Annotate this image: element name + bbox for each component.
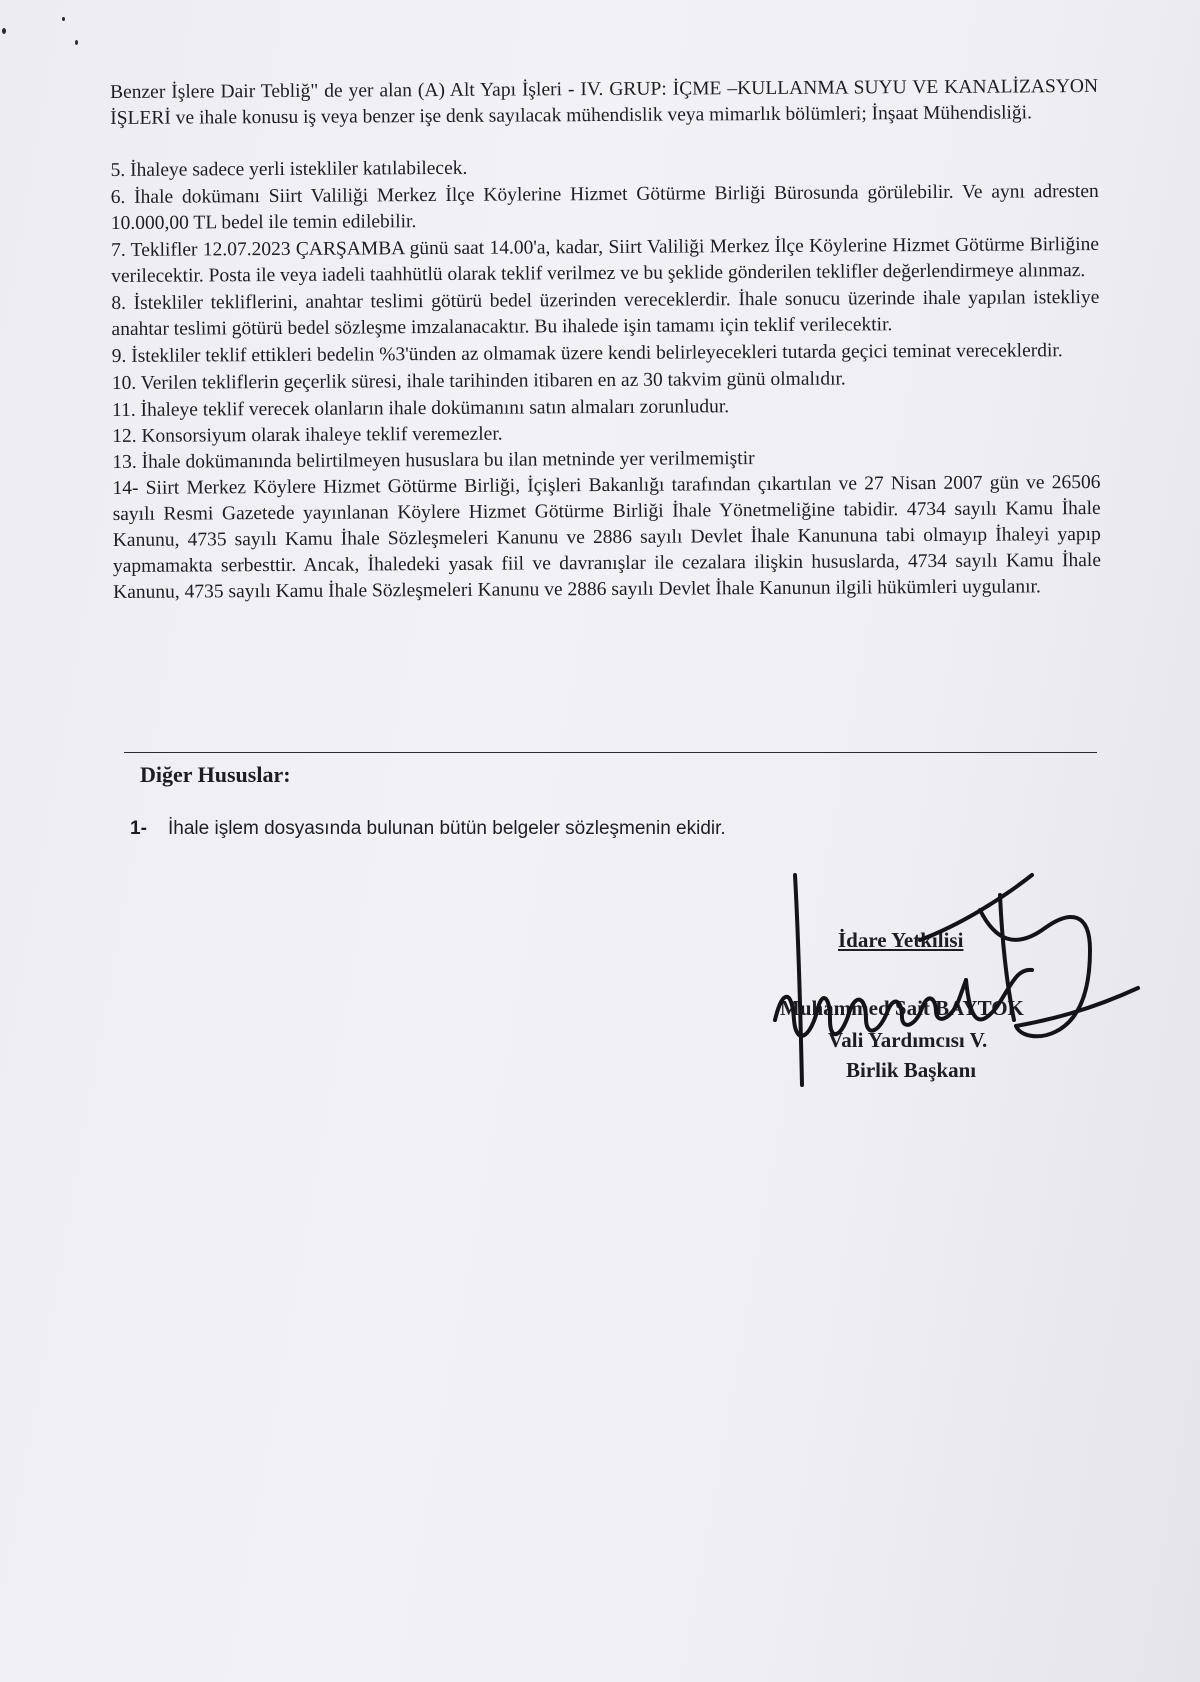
list-item: 14- Siirt Merkez Köylere Hizmet Götürme Birliği, İçişleri Bakanlığı tarafından çıkartılan ve 27 Nisan 2007 gün ve 26506 sayılı Resmi Gazetede yayınlanan Köylere Hizmet Götürme Birliği İhale Yönetmeliğine tabidir. 4734 sayılı Kamu İhale Kanunu, 4735 sayılı Kamu İhale Sözleşmeleri Kanunu ve 2886 sayılı Devlet İhale Kanununa tabi olmayıp İhaleyi yapıp yapmamakta serbesttir. Ancak, İhaledeki yasak fiil ve davranışlar ile cezalara ilişkin hususlarda, 4734 sayılı Kamu İhale Kanunu, 4735 sayılı Kamu İhale Sözleşmeleri Kanunu ve 2886 sayılı Devlet İhale Kanunun ilgili hükümleri uygulanır. bbox=[112, 471, 1102, 603]
list-item: 10. Verilen tekliflerin geçerlik süresi, ihale tarihinden itibaren en az 30 takvim günü olmalıdır. bbox=[111, 368, 846, 394]
list-item: 8. İstekliler tekliflerini, anahtar teslimi götürü bedel üzerinden vereceklerdir. İhale sonucu üzerinde ihale yapılan istekliye anahtar teslimi götürü bedel sözleşme imzalanacaktır. Bu ihalede işin tamamı için teklif verilecektir. bbox=[111, 286, 1100, 340]
intro-paragraph: Benzer İşlere Dair Tebliğ" de yer alan (A) Alt Yapı İşleri - IV. GRUP: İÇME –KULLANMA SUYU VE KANALİZASYON İŞLERİ ve ihale konusu iş veya benzer işe denk sayılacak mühendislik veya mimarlık bölümleri; İnşaat Mühendisliği. bbox=[110, 75, 1099, 129]
list-item: 6. İhale dokümanı Siirt Valiliği Merkez İlçe Köylerine Hizmet Götürme Birliği Bürosunda görülebilir. Ve aynı adresten 10.000,00 TL bedel ile temin edilebilir. bbox=[110, 180, 1099, 234]
signatory-role: Vali Yardımcısı V. bbox=[828, 1028, 988, 1052]
list-item: 7. Teklifler 12.07.2023 ÇARŞAMBA günü saat 14.00'a, kadar, Siirt Valiliği Merkez İlçe Köylerine Hizmet Götürme Birliğine verilecektir. Posta ile veya iadeli taahhütlü olarak teklif verilmez ve bu şeklide gönderilen teklifler değerlendirmeye alınmaz. bbox=[110, 233, 1100, 287]
signatory-organization: Birlik Başkanı bbox=[846, 1058, 977, 1082]
paper-speck bbox=[2, 28, 6, 34]
item-text: İhale işlem dosyasında bulunan bütün belgeler sözleşmenin ekidir. bbox=[168, 818, 726, 839]
list-item: 13. İhale dokümanında belirtilmeyen hususlara bu ilan metninde yer verilmemiştir bbox=[112, 448, 755, 473]
list-item: 12. Konsorsiyum olarak ihaleye teklif veremezler. bbox=[112, 423, 503, 447]
signatory-name: Muhammed Sait BAYTOK bbox=[780, 996, 1024, 1020]
list-item: 9. İstekliler teklif ettikleri bedelin %3'ünden az olmamak üzere kendi belirleyecekleri tutarda geçici teminat vereceklerdir. bbox=[111, 340, 1063, 367]
list-item: 5. İhaleye sadece yerli istekliler katılabilecek. bbox=[110, 157, 468, 181]
document-body bbox=[110, 74, 1101, 606]
item-number: 1- bbox=[130, 818, 147, 839]
other-list-item bbox=[130, 818, 726, 840]
signatory-title: İdare Yetkilisi bbox=[838, 928, 964, 952]
section-divider bbox=[124, 752, 1097, 753]
paper-speck bbox=[75, 40, 78, 45]
list-item: 11. İhaleye teklif verecek olanların ihale dokümanını satın almaları zorunludur. bbox=[111, 396, 730, 421]
section-title: Diğer Hususlar: bbox=[140, 762, 291, 787]
paper-speck bbox=[62, 17, 65, 21]
